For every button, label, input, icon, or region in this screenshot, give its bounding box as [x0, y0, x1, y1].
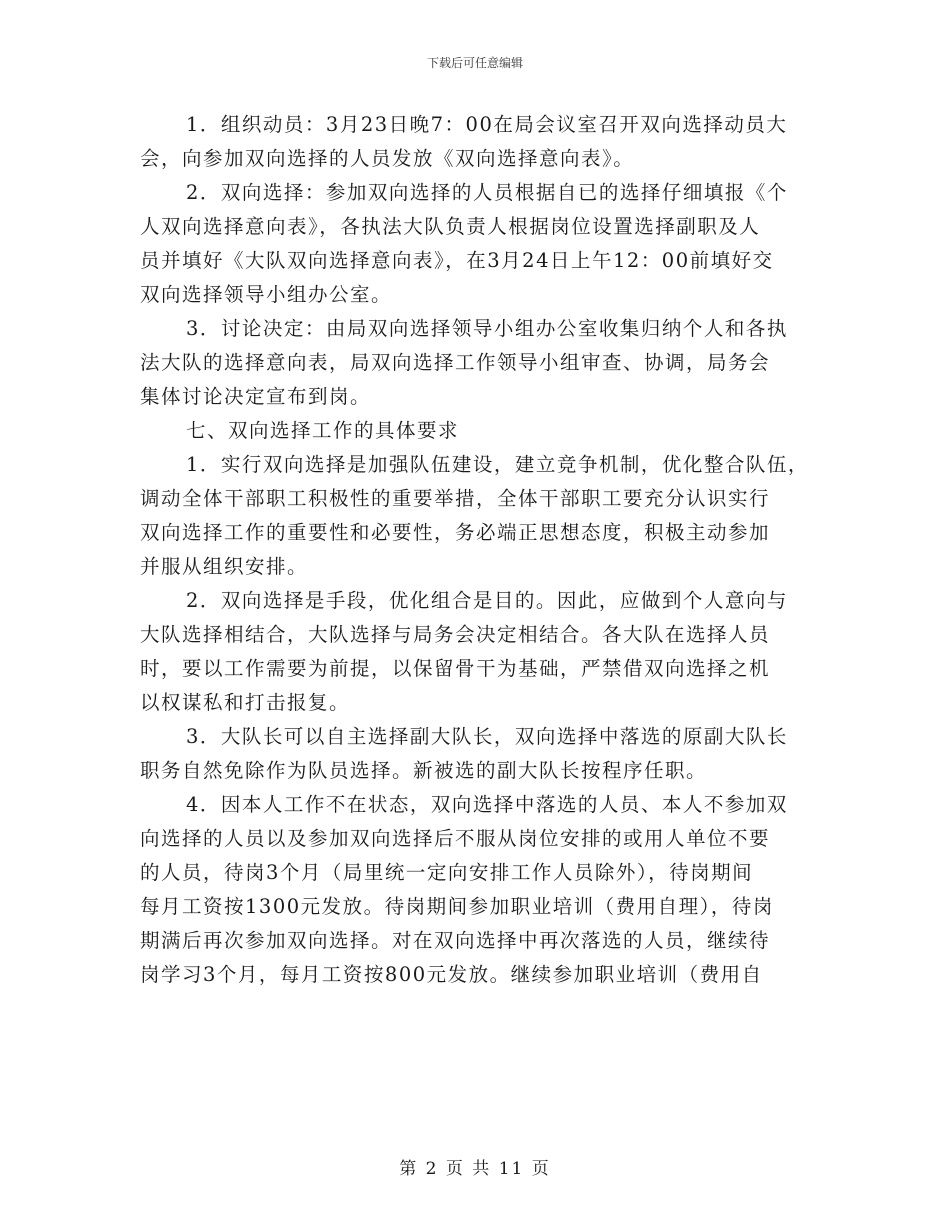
text-line: 并服从组织安排。	[140, 555, 309, 578]
text-line: 2．双向选择是手段，优化组合是目的。因此，应做到个人意向与	[186, 589, 788, 612]
text-line: 双向选择领导小组办公室。	[140, 283, 393, 306]
text-line: 每月工资按1300元发放。待岗期间参加职业培训（费用自理），待岗	[140, 895, 774, 918]
text-line: 1．组织动员：3月23日晚7：00在局会议室召开双向选择动员大	[186, 113, 788, 136]
text-line: 人双向选择意向表》，各执法大队负责人根据岗位设置选择副职及人	[140, 215, 761, 238]
text-line: 以权谋私和打击报复。	[140, 691, 351, 714]
page-header-note: 下载后可任意编辑	[426, 56, 523, 70]
page-number-footer: 第 2 页 共 11 页	[399, 1159, 551, 1179]
text-line: 向选择的人员以及参加双向选择后不服从岗位安排的或用人单位不要	[140, 827, 771, 850]
document-body	[140, 108, 820, 992]
text-line: 4．因本人工作不在状态，双向选择中落选的人员、本人不参加双	[186, 793, 788, 816]
text-line: 大队选择相结合，大队选择与局务会决定相结合。各大队在选择人员	[140, 623, 771, 646]
text-line: 会，向参加双向选择的人员发放《双向选择意向表》。	[140, 147, 635, 170]
text-line: 3．讨论决定：由局双向选择领导小组办公室收集归纳个人和各执	[186, 317, 788, 340]
text-line: 岗学习3个月，每月工资按800元发放。继续参加职业培训（费用自	[140, 963, 763, 986]
text-line: 员并填好《大队双向选择意向表》，在3月24日上午12：00前填好交	[140, 249, 774, 272]
text-line: 集体讨论决定宣布到岗。	[140, 385, 372, 408]
text-line: 期满后再次参加双向选择。对在双向选择中再次落选的人员，继续待	[140, 929, 771, 952]
text-line: 法大队的选择意向表，局双向选择工作领导小组审查、协调，局务会	[140, 351, 771, 374]
text-line: 2．双向选择：参加双向选择的人员根据自已的选择仔细填报《个	[186, 181, 788, 204]
text-line: 的人员，待岗3个月（局里统一定向安排工作人员除外），待岗期间	[140, 861, 754, 884]
text-line: 3．大队长可以自主选择副大队长，双向选择中落选的原副大队长	[186, 725, 788, 748]
text-line: 调动全体干部职工积极性的重要举措，全体干部职工要充分认识实行	[140, 487, 771, 510]
text-line: 1．实行双向选择是加强队伍建设，建立竞争机制，优化整合队伍，	[186, 453, 809, 476]
text-line: 双向选择工作的重要性和必要性，务必端正思想态度，积极主动参加	[140, 521, 771, 544]
text-line: 七、双向选择工作的具体要求	[186, 419, 460, 442]
text-line: 职务自然免除作为队员选择。新被选的副大队长按程序任职。	[140, 759, 708, 782]
text-line: 时，要以工作需要为前提，以保留骨干为基础，严禁借双向选择之机	[140, 657, 771, 680]
